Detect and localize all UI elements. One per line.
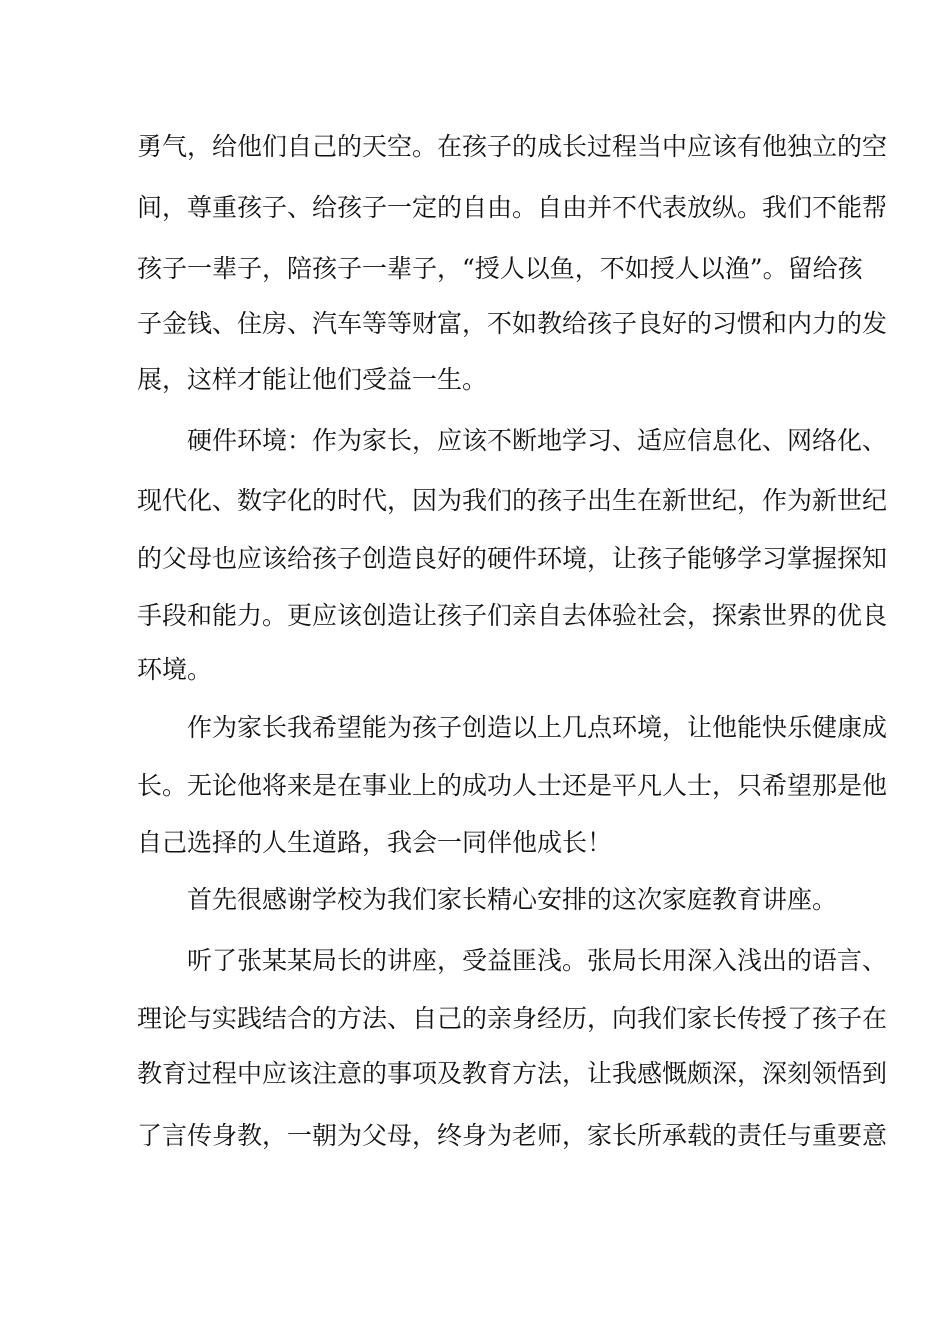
text-line: 手段和能力。更应该创造让孩子们亲自去体验社会，探索世界的优良 bbox=[137, 601, 888, 630]
text-line: 现代化、数字化的时代，因为我们的孩子出生在新世纪，作为新世纪 bbox=[137, 486, 888, 515]
text-line: 作为家长我希望能为孩子创造以上几点环境，让他能快乐健康成 bbox=[187, 713, 888, 742]
text-line: 展，这样才能让他们受益一生。 bbox=[137, 365, 488, 394]
text-line: 首先很感谢学校为我们家长精心安排的这次家庭教育讲座。 bbox=[187, 885, 838, 914]
text-line: 环境。 bbox=[137, 655, 213, 684]
text-line: 间，尊重孩子、给孩子一定的自由。自由并不代表放纵。我们不能帮 bbox=[137, 193, 888, 222]
text-line: 教育过程中应该注意的事项及教育方法，让我感慨颇深，深刻领悟到 bbox=[137, 1059, 888, 1088]
text-line: 长。无论他将来是在事业上的成功人士还是平凡人士，只希望那是他 bbox=[137, 771, 888, 800]
text-line: 硬件环境：作为家长，应该不断地学习、适应信息化、网络化、 bbox=[187, 426, 888, 455]
text-line: 理论与实践结合的方法、自己的亲身经历，向我们家长传授了孩子在 bbox=[137, 1004, 888, 1033]
text-line: 听了张某某局长的讲座，受益匪浅。张局长用深入浅出的语言、 bbox=[187, 946, 888, 975]
text-line: 了言传身教，一朝为父母，终身为老师，家长所承载的责任与重要意 bbox=[137, 1121, 888, 1150]
text-line: 子金钱、住房、汽车等等财富，不如教给孩子良好的习惯和内力的发 bbox=[137, 309, 888, 338]
text-line: 孩子一辈子，陪孩子一辈子，“授人以鱼，不如授人以渔”。留给孩 bbox=[137, 254, 863, 283]
text-line: 的父母也应该给孩子创造良好的硬件环境，让孩子能够学习掌握探知 bbox=[137, 544, 888, 573]
text-line: 自己选择的人生道路，我会一同伴他成长！ bbox=[137, 828, 613, 857]
text-line: 勇气，给他们自己的天空。在孩子的成长过程当中应该有他独立的空 bbox=[137, 132, 888, 161]
